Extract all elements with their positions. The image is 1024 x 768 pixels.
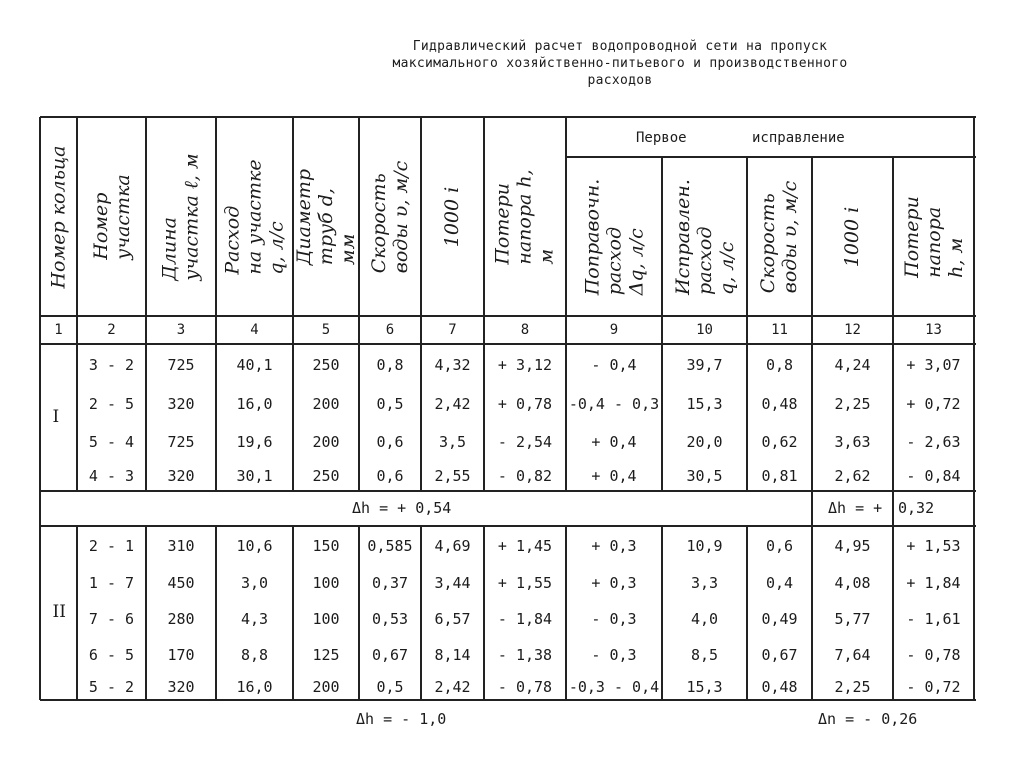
column-number: 13 (925, 322, 942, 338)
ring-1-delta-h-corrected-value: 0,32 (898, 499, 935, 517)
column-number: 4 (250, 322, 259, 338)
column-header-1 (40, 117, 77, 316)
table-cell: - 0,78 (906, 646, 961, 664)
table-cell: 320 (167, 677, 195, 696)
ring-2-delta-h: Δh = - 1,0 (356, 710, 447, 728)
column-header-label: Диаметр труб d, мм (293, 168, 359, 265)
column-number: 5 (321, 322, 331, 338)
table-cell: - 1,38 (497, 646, 553, 664)
table-cell: 200 (312, 432, 340, 451)
table-cell: - 1,84 (497, 610, 553, 628)
table-cell: 310 (167, 536, 195, 555)
table-cell: 20,0 (686, 432, 723, 451)
section-id: 4 - 3 (88, 466, 135, 485)
column-header-label: Номер кольца (47, 144, 70, 289)
column-header-label: Потери напора h, м (492, 168, 559, 265)
table-cell: 10,9 (686, 536, 723, 555)
table-cell: 0,48 (761, 395, 798, 413)
table-cell: + 0,4 (591, 466, 637, 485)
column-header-6 (359, 117, 421, 316)
table-cell: 10,6 (236, 536, 273, 555)
table-cell: + 0,78 (497, 395, 553, 413)
table-cell: 200 (312, 677, 340, 696)
table-cell: 8,5 (690, 646, 719, 664)
table-cell: 0,37 (371, 574, 409, 592)
column-header-8 (484, 117, 566, 316)
ring-1-delta-h-corrected: Δh = + (828, 499, 883, 517)
column-header-label: Поправочн. расход Δq, л/с (581, 178, 648, 295)
table-cell: 0,6 (765, 536, 794, 555)
group-header-correction: исправление (752, 130, 845, 146)
column-header-label: Расход на участке q, л/с (221, 158, 288, 275)
column-header-label: Исправлен. расход q, л/с (671, 178, 738, 295)
table-cell: 19,6 (236, 432, 273, 451)
table-cell: - 0,82 (497, 466, 553, 485)
column-number: 12 (844, 322, 861, 338)
table-cell: 3,63 (834, 432, 871, 451)
column-header-3 (146, 117, 216, 316)
table-cell: 2,25 (834, 677, 871, 696)
column-number: 3 (176, 322, 186, 338)
table-cell: 100 (312, 610, 340, 628)
table-cell: 30,5 (686, 466, 723, 485)
column-header-5 (293, 117, 359, 316)
column-header-label: Потери напора h, м (900, 195, 967, 278)
table-cell: 0,81 (761, 466, 798, 485)
ring-1-delta-h: Δh = + 0,54 (352, 499, 452, 517)
table-cell: 280 (167, 610, 195, 628)
column-header-10 (662, 157, 747, 316)
column-header-2 (77, 117, 146, 316)
table-cell: 0,62 (761, 432, 798, 451)
section-id: 6 - 5 (88, 646, 135, 664)
table-cell: 7,64 (834, 646, 871, 664)
column-number: 9 (609, 322, 619, 338)
table-cell: + 0,72 (906, 395, 961, 413)
table-cell: 0,53 (371, 610, 409, 628)
section-id: 5 - 4 (88, 432, 135, 451)
table-cell: 2,25 (834, 395, 871, 413)
table-cell: 320 (167, 395, 195, 413)
table-cell: + 0,3 (591, 574, 637, 592)
table-cell: 4,69 (434, 536, 471, 555)
table-cell: 8,14 (434, 646, 471, 664)
table-cell: 2,42 (434, 395, 471, 413)
column-header-13 (893, 157, 974, 316)
table-cell: 3,0 (240, 574, 269, 592)
table-cell: 30,1 (236, 466, 273, 485)
column-number: 2 (107, 322, 116, 338)
table-cell: - 2,63 (906, 432, 961, 451)
table-cell: -0,3 - 0,4 (568, 677, 660, 696)
table-cell: - 0,3 (591, 646, 637, 664)
column-header-7 (421, 117, 484, 316)
table-cell: 40,1 (236, 355, 273, 374)
delta-box-rule (811, 491, 813, 526)
table-cell: - 0,78 (497, 677, 553, 696)
column-header-4 (216, 117, 293, 316)
table-cell: + 1,84 (906, 574, 961, 592)
table-cell: 100 (312, 574, 340, 592)
table-cell: - 1,61 (906, 610, 961, 628)
section-id: 5 - 2 (88, 677, 135, 696)
column-header-label: Номер участка (89, 173, 134, 260)
table-cell: + 1,45 (497, 536, 553, 555)
table-cell: 0,8 (376, 355, 404, 374)
column-header-label: Скорость воды υ, м/с (757, 180, 802, 293)
section-id: 7 - 6 (88, 610, 135, 628)
column-header-9 (566, 157, 662, 316)
table-cell: - 0,84 (906, 466, 961, 485)
table-cell: - 0,4 (591, 355, 637, 374)
title-line-2: максимального хозяйственно-питьевого и производственного (392, 56, 848, 71)
table-cell: 8,8 (240, 646, 269, 664)
section-id: 1 - 7 (88, 574, 135, 592)
table-cell: 3,3 (690, 574, 719, 592)
column-number: 7 (448, 322, 457, 338)
table-cell: 0,49 (761, 610, 798, 628)
table-cell: 4,95 (834, 536, 871, 555)
table-cell: 725 (167, 432, 195, 451)
table-cell: 250 (312, 355, 340, 374)
section-id: 3 - 2 (88, 355, 135, 374)
column-header-label: 1000 i (841, 206, 864, 267)
table-cell: 2,42 (434, 677, 471, 696)
table-cell: 0,5 (376, 395, 404, 413)
table-cell: 0,6 (376, 432, 404, 451)
table-cell: 0,8 (765, 355, 794, 374)
table-cell: 15,3 (686, 395, 723, 413)
table-cell: 0,67 (371, 646, 409, 664)
table-cell: 15,3 (686, 677, 723, 696)
delta-box-rule (892, 491, 894, 526)
table-cell: 320 (167, 466, 195, 485)
column-header-label: 1000 i (441, 186, 464, 247)
table-cell: + 3,12 (497, 355, 553, 374)
table-cell: 0,4 (765, 574, 794, 592)
column-header-12 (812, 157, 893, 316)
table-cell: 250 (312, 466, 340, 485)
section-id: 2 - 5 (88, 395, 135, 413)
table-cell: 0,585 (367, 536, 413, 555)
table-cell: 16,0 (236, 395, 273, 413)
calculation-table: Первое исправление Номер кольца Номер участка Длина участка ℓ, м Расход на участке q, л/с Диаметр труб d, мм Скорость воды υ, м/с 1000 i Потери напора h, м Поправочн. расход Δq, л/с Исправлен. расход q, л/с Скорость воды υ, м/с 1000 i Потери напора h, м 1 2 3 4 5 6 7 8 9 10 11 12 13 I 3 - 2 725 40,1 250 0,8 4,32 + 3,12 - 0,4 39,7 0,8 4,24 + 3,07 2 - 5 320 16,0 200 0,5 2,42 + 0,78 -0,4 - 0,3 15,3 0,48 2,25 + 0,72 5 - 4 725 19,6 200 0,6 3,5 - 2,54 + 0,4 20,0 0,62 3,63 - 2,63 4 - 3 320 30,1 250 0,6 2,55 - 0,82 + 0,4 30,5 0,81 2,62 - 0,84 II 2 - 1 310 10,6 150 0,585 4,69 + 1,45 + 0,3 10,9 0,6 4,95 + 1,53 1 - 7 450 3,0 100 0,37 3,44 + 1,55 + 0,3 3,3 0,4 4,08 + 1,84 7 - 6 280 4,3 100 0,53 6,57 - 1,84 - 0,3 4,0 0,49 5,77 - 1,61 6 - 5 170 8,8 125 0,67 8,14 - 1,38 - 0,3 8,5 0,67 7,64 - 0,78 5 - 2 320 16,0 200 0,5 2,42 - 0,78 -0,3 - 0,4 15,3 0,48 2,25 - 0,72 Δh = + 0,54 Δh = + 0,32 Δh = - 1,0 Δn = - 0,26 (0, 0, 1024, 768)
table-cell: 200 (312, 395, 340, 413)
table-cell: 0,5 (376, 677, 404, 696)
section-id: 2 - 1 (88, 536, 135, 555)
table-cell: 4,24 (834, 355, 871, 374)
table-cell: + 0,4 (591, 432, 637, 451)
table-cell: 0,6 (376, 466, 404, 485)
table-cell: + 1,53 (906, 536, 961, 555)
table-cell: 4,0 (690, 610, 719, 628)
column-number: 8 (520, 322, 530, 338)
column-header-11 (747, 157, 812, 316)
table-cell: 125 (312, 646, 340, 664)
column-number: 1 (54, 322, 63, 338)
table-cell: 3,5 (438, 432, 467, 451)
table-cell: 4,08 (834, 574, 871, 592)
table-cell: 0,67 (761, 646, 798, 664)
table-cell: 450 (167, 574, 195, 592)
table-cell: 5,77 (834, 610, 871, 628)
table-cell: -0,4 - 0,3 (568, 395, 660, 413)
column-number: 10 (696, 322, 713, 338)
table-cell: - 0,72 (906, 677, 961, 696)
table-cell: 6,57 (434, 610, 471, 628)
title-line-1: Гидравлический расчет водопроводной сети на пропуск (412, 39, 828, 54)
table-cell: 150 (312, 536, 340, 555)
table-cell: 3,44 (434, 574, 471, 592)
ring-2-delta-h-corrected: Δn = - 0,26 (818, 710, 918, 728)
table-cell: + 1,55 (497, 574, 553, 592)
group-header-first: Первое (636, 130, 687, 146)
column-number: 6 (385, 322, 395, 338)
table-cell: 4,32 (434, 355, 471, 374)
table-cell: - 0,3 (591, 610, 637, 628)
table-cell: + 3,07 (906, 355, 961, 374)
column-number: 11 (771, 322, 788, 338)
column-header-label: Скорость воды υ, м/с (368, 160, 413, 273)
table-cell: 16,0 (236, 677, 273, 696)
table-cell: 39,7 (686, 355, 723, 374)
table-cell: 2,55 (434, 466, 471, 485)
table-cell: 0,48 (761, 677, 798, 696)
table-cell: 725 (167, 355, 195, 374)
table-cell: - 2,54 (497, 432, 553, 451)
table-cell: 2,62 (834, 466, 871, 485)
title-line-3: расходов (587, 73, 653, 88)
table-cell: 4,3 (240, 610, 269, 628)
table-cell: 170 (167, 646, 195, 664)
column-header-label: Длина участка ℓ, м (159, 152, 204, 281)
table-cell: + 0,3 (591, 536, 637, 555)
